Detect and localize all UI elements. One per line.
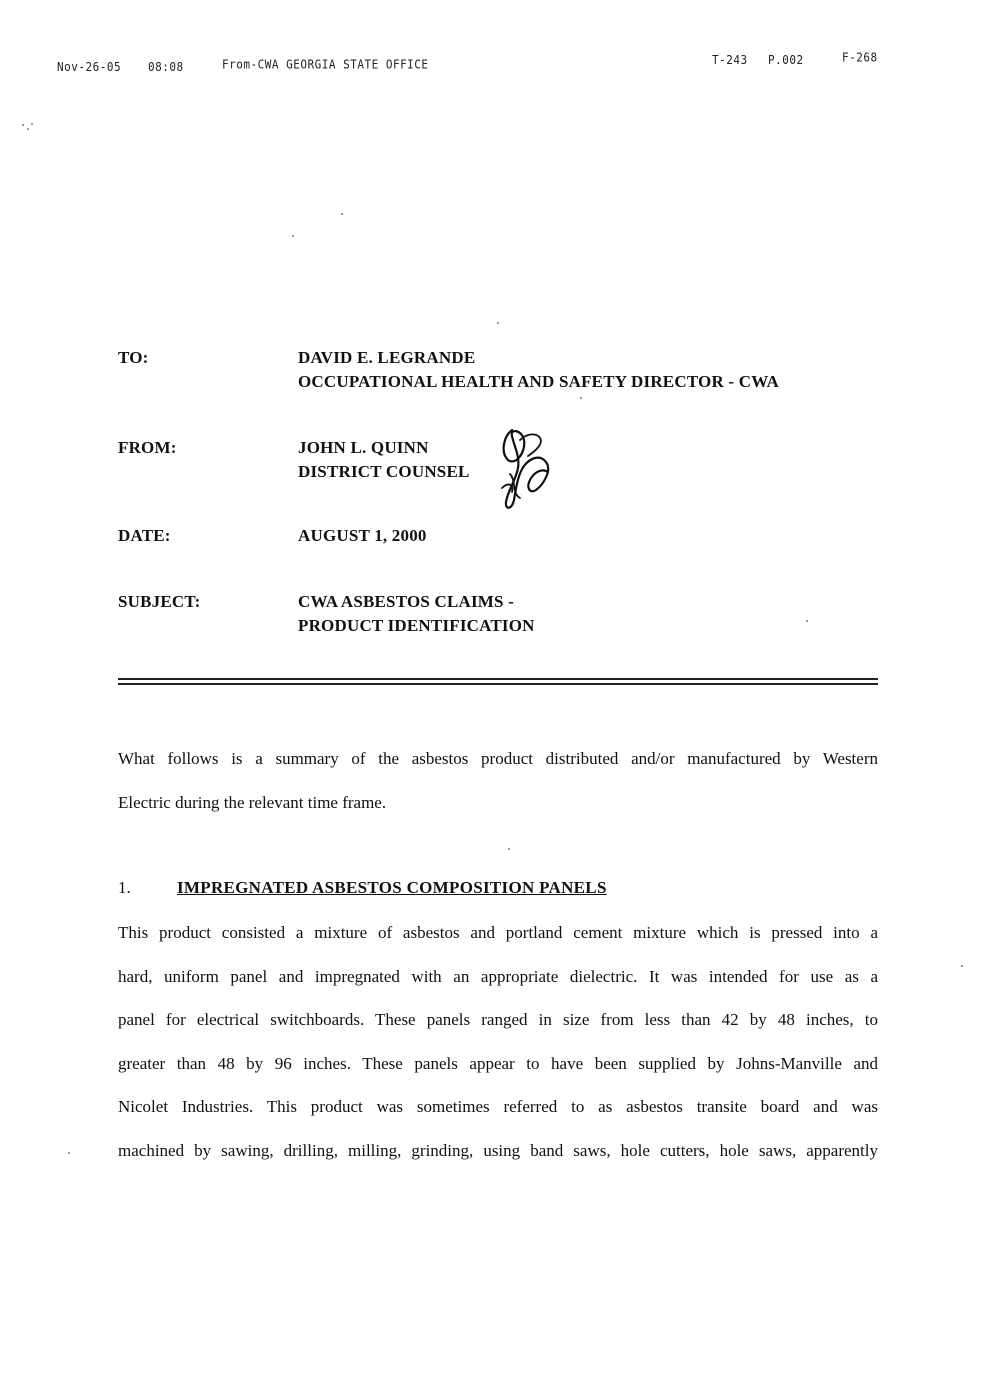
paragraph-line: machined by sawing, drilling, milling, grinding, using band saws, hole cutters, hole saws, apparently: [118, 1140, 878, 1160]
paragraph-line: This product consisted a mixture of asbestos and portland cement mixture which is pressed into a: [118, 923, 878, 942]
fax-transmission-id: T-243: [712, 52, 748, 68]
memo-from-title: DISTRICT COUNSEL: [298, 462, 470, 481]
fax-form-id: F-268: [842, 50, 878, 66]
memo-from-label: FROM:: [118, 438, 177, 457]
intro-paragraph: [118, 737, 878, 824]
section-paragraph: [118, 911, 878, 1172]
separator-rule-bottom: [118, 683, 878, 685]
memo-from-name: JOHN L. QUINN: [298, 438, 429, 457]
memo-subject-line-1: CWA ASBESTOS CLAIMS -: [298, 592, 514, 611]
memo-to-name: DAVID E. LEGRANDE: [298, 348, 476, 367]
paragraph-line: Nicolet Industries. This product was sometimes referred to as asbestos transite board and was: [118, 1097, 878, 1116]
memo-subject-value: [298, 590, 535, 638]
intro-line: Electric during the relevant time frame.: [118, 792, 387, 812]
paragraph-line: greater than 48 by 96 inches. These panels appear to have been supplied by Johns-Manville and: [118, 1053, 878, 1073]
handwritten-initials-signature: [490, 422, 565, 514]
memo-subject-label: SUBJECT:: [118, 592, 201, 611]
memo-from-value: [298, 436, 470, 484]
memo-subject-line-2: PRODUCT IDENTIFICATION: [298, 616, 535, 635]
fax-page-number: P.002: [768, 52, 804, 68]
fax-header: [0, 50, 996, 76]
memo-to-label: TO:: [118, 348, 149, 367]
memo-to-title: OCCUPATIONAL HEALTH AND SAFETY DIRECTOR - CWA: [298, 372, 779, 391]
separator-rule-top: [118, 678, 878, 680]
paragraph-line: panel for electrical switchboards. These panels ranged in size from less than 42 by 48 inches, to: [118, 1010, 878, 1029]
fax-time: 08:08: [148, 59, 184, 75]
fax-date: Nov-26-05: [57, 59, 122, 75]
fax-sender: From-CWA GEORGIA STATE OFFICE: [222, 57, 429, 73]
intro-line: What follows is a summary of the asbestos product distributed and/or manufactured by Western: [118, 749, 878, 768]
section-title: IMPREGNATED ASBESTOS COMPOSITION PANELS: [177, 878, 607, 897]
memo-date-value: AUGUST 1, 2000: [298, 526, 427, 545]
paragraph-line: hard, uniform panel and impregnated with an appropriate dielectric. It was intended for use as a: [118, 966, 878, 986]
memo-date-label: DATE:: [118, 526, 171, 545]
memo-to-value: [298, 346, 779, 394]
section-number: 1.: [118, 878, 131, 897]
